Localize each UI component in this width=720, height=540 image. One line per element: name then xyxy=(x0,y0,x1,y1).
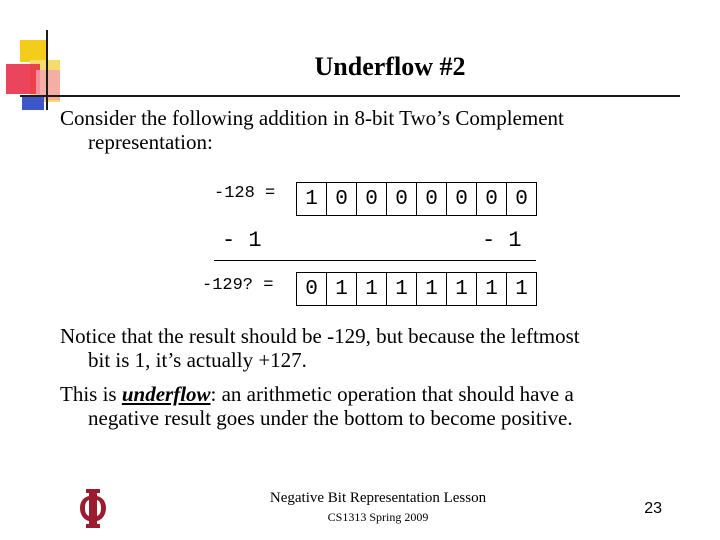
bit-cell: 1 xyxy=(417,273,447,305)
ou-logo-icon xyxy=(76,487,110,529)
bit-cell: 0 xyxy=(447,183,477,215)
bit-cell: 1 xyxy=(327,273,357,305)
bit-row-minus128 xyxy=(296,182,537,216)
underflow-term: underflow xyxy=(121,382,211,406)
minus-one-right: - 1 xyxy=(482,228,522,253)
title-divider-vertical xyxy=(46,30,48,110)
bit-cell: 0 xyxy=(297,273,327,305)
page-number: 23 xyxy=(644,500,662,517)
bit-cell: 1 xyxy=(447,273,477,305)
corner-decoration xyxy=(20,40,48,62)
underflow-definition-continued: negative result goes under the bottom to become positive. xyxy=(88,406,573,430)
underflow-paragraph xyxy=(60,382,680,430)
row1-label: -128 = xyxy=(214,184,276,203)
corner-decoration xyxy=(22,96,44,110)
bit-row-result xyxy=(296,272,537,306)
bit-cell: 1 xyxy=(477,273,507,305)
intro-text: Consider the following addition in 8-bit Two’s Complement xyxy=(60,106,564,130)
this-is-text: This is xyxy=(60,382,122,406)
bit-cell: 1 xyxy=(387,273,417,305)
underflow-definition: : an arithmetic operation that should have a xyxy=(210,382,574,406)
slide-title: Underflow #2 xyxy=(314,52,466,81)
minus-one-left: - 1 xyxy=(222,228,262,253)
bit-cell: 0 xyxy=(477,183,507,215)
bit-cell: 0 xyxy=(387,183,417,215)
title-divider xyxy=(20,95,680,97)
notice-text: Notice that the result should be -129, but because the leftmost xyxy=(60,324,580,348)
bit-cell: 0 xyxy=(417,183,447,215)
bit-cell: 0 xyxy=(515,187,528,211)
bit-cell: 1 xyxy=(515,277,528,301)
row2-label: -129? = xyxy=(202,276,274,295)
sum-rule xyxy=(214,260,536,261)
footer-course: CS1313 Spring 2009 xyxy=(327,510,429,524)
intro-text-continued: representation: xyxy=(88,130,213,154)
intro-paragraph xyxy=(60,106,680,154)
footer-lesson-title: Negative Bit Representation Lesson xyxy=(269,490,487,506)
bit-cell: 1 xyxy=(297,183,327,215)
bit-cell: 0 xyxy=(357,183,387,215)
bit-cell: 1 xyxy=(357,273,387,305)
notice-text-continued: bit is 1, it’s actually +127. xyxy=(88,348,307,372)
bit-cell: 0 xyxy=(327,183,357,215)
corner-decoration xyxy=(6,64,40,94)
notice-paragraph xyxy=(60,324,680,372)
